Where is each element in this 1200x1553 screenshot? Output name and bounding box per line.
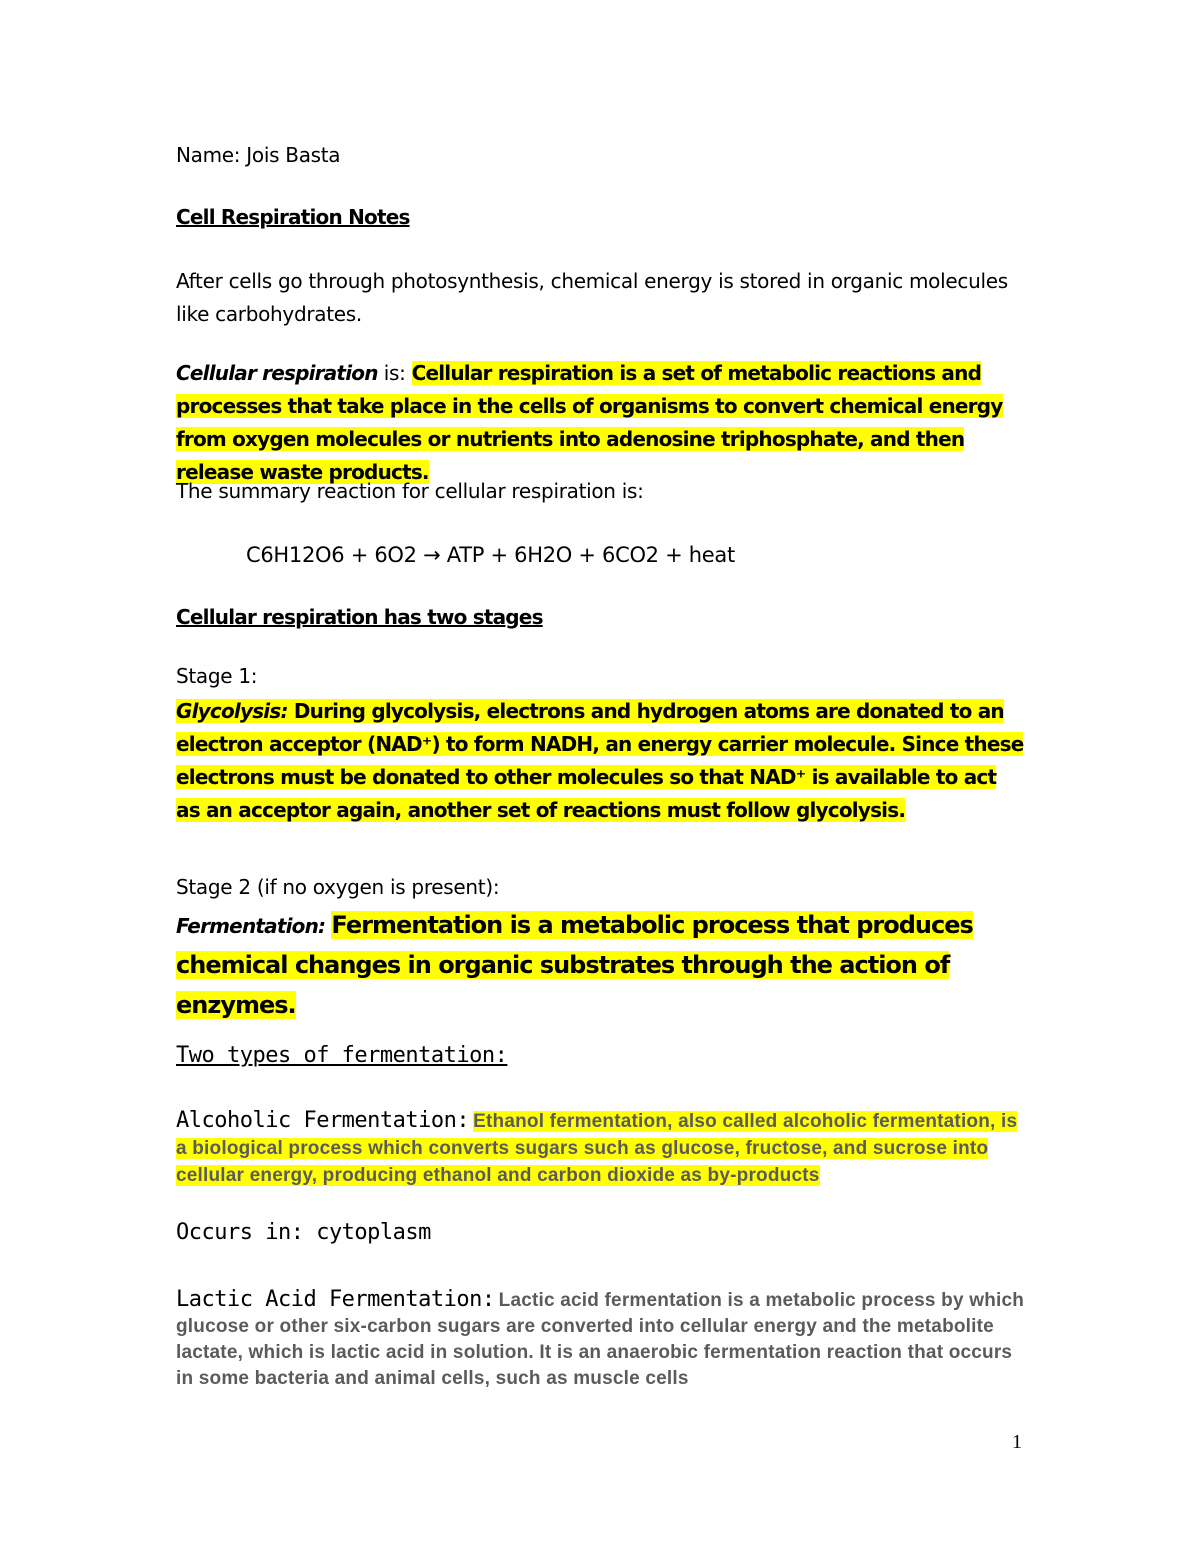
definition-connector: is: (377, 361, 412, 385)
fermentation-term: Fermentation: (176, 914, 326, 938)
fermentation-definition (176, 907, 1026, 1027)
stage2-label: Stage 2 (if no oxygen is present): (176, 875, 500, 899)
cellular-respiration-definition (176, 358, 1026, 490)
glycolysis-term: Glycolysis: (176, 699, 288, 723)
document-title: Cell Respiration Notes (176, 205, 410, 229)
glycolysis-definition (176, 696, 1026, 828)
lactic-fermentation-definition: Lactic acid fermentation is a metabolic process by which glucose or other six-carbon sugars are converted into cellular energy and the metabolite lactate, which is lactic acid in solution. It is an anaerobic fermentation reaction that occurs in some bacteria and animal cells, such as muscle cells (176, 1290, 1025, 1389)
stages-heading: Cellular respiration has two stages (176, 605, 543, 629)
fermentation-definition-text: Fermentation is a metabolic process that produces chemical changes in organic substrates through the action of enzymes. (176, 911, 973, 1019)
glycolysis-definition-text: During glycolysis, electrons and hydrogen atoms are donated to an electron acceptor (NAD⁺) to form NADH, an energy carrier molecule. Since these electrons must be donated to other molecules so that NAD⁺ is available to act as an acceptor again, another set of reactions must follow glycolysis. (176, 699, 1024, 822)
fermentation-types-heading: Two types of fermentation: (176, 1043, 508, 1068)
cellular-respiration-definition-text: Cellular respiration is a set of metabolic reactions and processes that take place in the cells of organisms to convert chemical energy from oxygen molecules or nutrients into adenosine triphosphate, and then release waste products. (176, 361, 1003, 484)
alcoholic-fermentation (176, 1108, 1026, 1190)
intro-paragraph: After cells go through photosynthesis, chemical energy is stored in organic molecules like carbohydrates. (176, 269, 1008, 326)
student-name: Name: Jois Basta (176, 143, 341, 167)
respiration-equation: C6H12O6 + 6O2 → ATP + 6H2O + 6CO2 + heat (246, 543, 735, 567)
summary-reaction-label: The summary reaction for cellular respiration is: (176, 479, 644, 503)
page-number: 1 (1012, 1431, 1022, 1453)
lactic-fermentation-label: Lactic Acid Fermentation: (176, 1287, 495, 1312)
occurs-in-line: Occurs in: cytoplasm (176, 1220, 431, 1245)
stage1-label: Stage 1: (176, 664, 258, 688)
cellular-respiration-term: Cellular respiration (176, 361, 378, 385)
alcoholic-fermentation-definition: Ethanol fermentation, also called alcoholic fermentation, is a biological process which converts sugars such as glucose, fructose, and sucrose into cellular energy, producing ethanol and carbon dioxide as by-products (176, 1111, 1018, 1186)
alcoholic-fermentation-label: Alcoholic Fermentation: (176, 1108, 470, 1133)
lactic-acid-fermentation (176, 1287, 1026, 1392)
